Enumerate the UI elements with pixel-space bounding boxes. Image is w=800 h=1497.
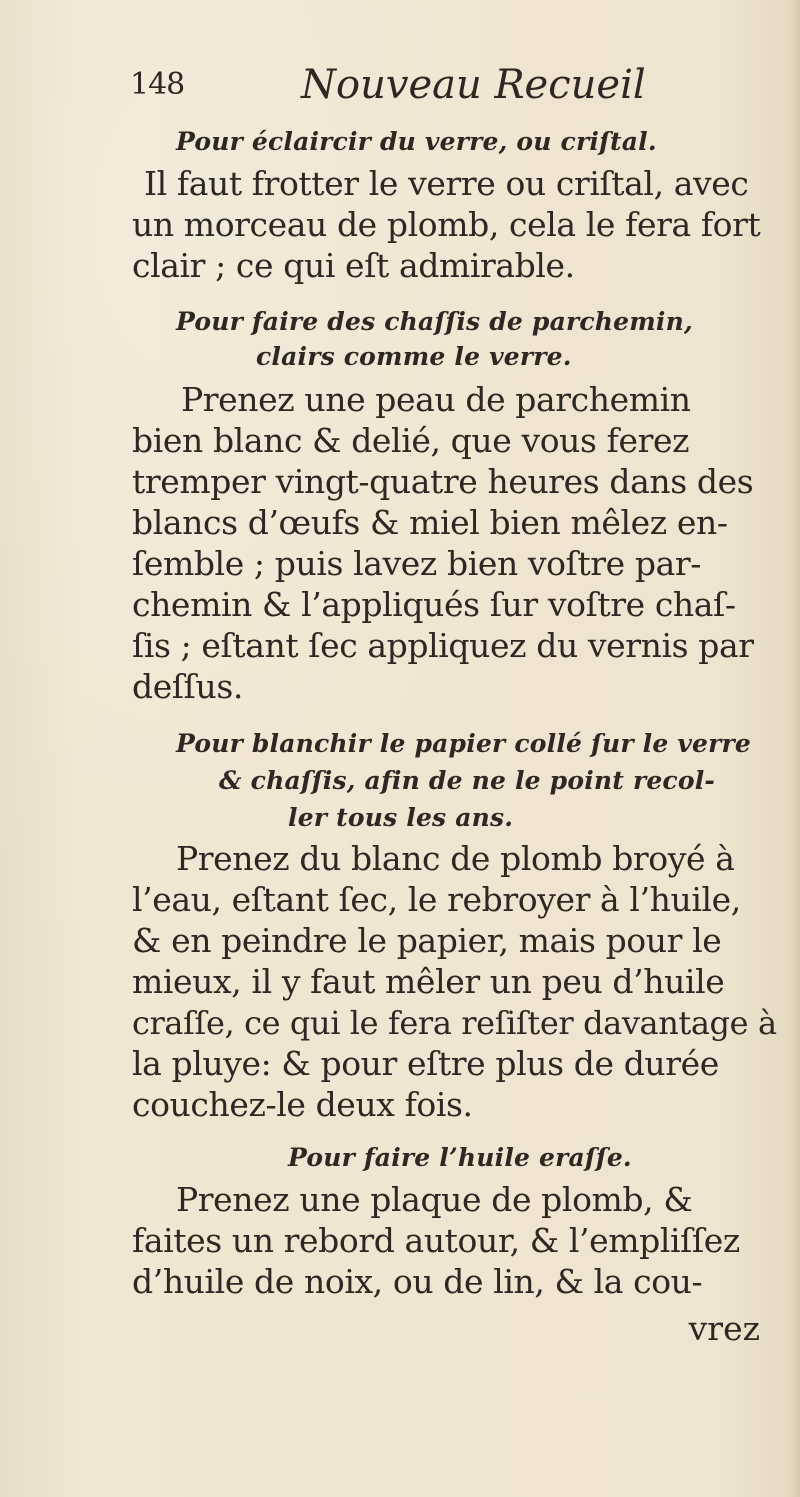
text-line: Prenez une plaque de plomb, & — [176, 1180, 693, 1219]
text-line: craſſe, ce qui le fera reſiſter davantage à — [132, 1004, 777, 1042]
text-line: Prenez une peau de parchemin — [181, 380, 691, 419]
catchword: vrez — [688, 1309, 760, 1348]
section-title-whiten-paper: Pour blanchir le papier collé ſur le verre — [176, 729, 752, 758]
text-line: deſſus. — [132, 667, 243, 706]
text-line: Il faut frotter le verre ou criſtal, avec — [144, 164, 749, 203]
page-number: 148 — [130, 67, 185, 102]
page-edge-shadow — [790, 0, 800, 1497]
section-title-parchment-frames-line-2: clairs comme le verre. — [256, 342, 572, 371]
text-line: Prenez du blanc de plomb broyé à — [176, 839, 735, 878]
text-line: mieux, il y faut mêler un peu d’huile — [132, 962, 725, 1001]
page-header — [130, 62, 650, 108]
text-line: l’eau, eſtant ſec, le rebroyer à l’huile, — [132, 880, 741, 919]
section-title-make-oil: Pour faire l’huile eraſſe. — [288, 1143, 632, 1172]
text-line: clair ; ce qui eſt admirable. — [132, 246, 575, 285]
text-line: & en peindre le papier, mais pour le — [132, 921, 722, 960]
text-line: couchez-le deux fois. — [132, 1085, 473, 1124]
text-line: faites un rebord autour, & l’empliſſez — [132, 1221, 740, 1260]
text-line: d’huile de noix, ou de lin, & la cou- — [132, 1262, 703, 1301]
text-line: chemin & l’appliqués ſur voſtre chaſ- — [132, 585, 736, 624]
text-line: blancs d’œufs & miel bien mêlez en- — [132, 503, 728, 542]
text-line: bien blanc & delié, que vous ferez — [132, 421, 690, 460]
text-line: tremper vingt-quatre heures dans des — [132, 462, 754, 501]
section-title-parchment-frames: Pour faire des chaſſis de parchemin, — [176, 307, 693, 336]
text-line: un morceau de plomb, cela le fera fort — [132, 205, 761, 244]
running-head: Nouveau Recueil — [301, 62, 646, 108]
section-title-clear-glass: Pour éclaircir du verre, ou criſtal. — [176, 127, 657, 156]
text-line: la pluye: & pour eſtre plus de durée — [132, 1044, 719, 1083]
section-title-whiten-paper-line-3: ler tous les ans. — [288, 803, 514, 832]
text-line: ſis ; eſtant ſec appliquez du vernis par — [132, 626, 754, 665]
section-title-whiten-paper-line-2: & chaſſis, afin de ne le point recol- — [219, 766, 715, 795]
text-line: ſemble ; puis lavez bien voſtre par- — [132, 544, 702, 583]
